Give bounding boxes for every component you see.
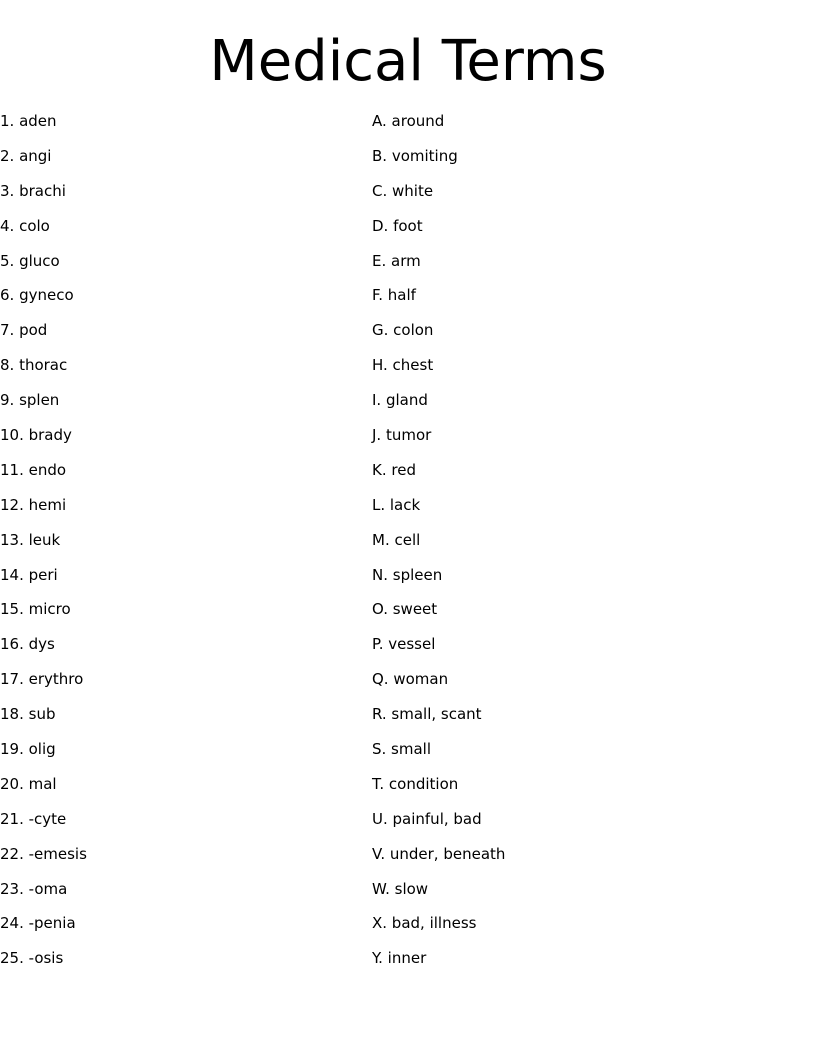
meaning-item: F. half <box>372 286 416 305</box>
meaning-item: D. foot <box>372 216 423 235</box>
term-item: 23. -oma <box>0 879 68 898</box>
meaning-item: W. slow <box>372 879 429 898</box>
term-item: 12. hemi <box>0 495 67 514</box>
term-item: 8. thorac <box>0 356 68 375</box>
meaning-item: X. bad, illness <box>372 914 477 933</box>
term-item: 17. erythro <box>0 670 84 689</box>
meaning-item: U. painful, bad <box>372 809 482 828</box>
meaning-item: I. gland <box>372 391 428 410</box>
meaning-item: B. vomiting <box>372 146 458 165</box>
term-item: 19. olig <box>0 740 56 759</box>
meaning-item: O. sweet <box>372 600 438 619</box>
page-title: Medical Terms <box>209 29 607 94</box>
term-item: 5. gluco <box>0 251 60 270</box>
meaning-item: H. chest <box>372 356 434 375</box>
term-item: 20. mal <box>0 774 57 793</box>
meaning-item: J. tumor <box>372 426 432 445</box>
meaning-item: G. colon <box>372 321 434 340</box>
meaning-item: V. under, beneath <box>372 844 506 863</box>
term-item: 18. sub <box>0 705 56 724</box>
meaning-item: E. arm <box>372 251 421 270</box>
term-item: 3. brachi <box>0 181 66 200</box>
meaning-item: A. around <box>372 112 445 130</box>
term-item: 15. micro <box>0 600 71 619</box>
term-item: 9. splen <box>0 391 60 410</box>
term-item: 7. pod <box>0 321 48 340</box>
term-item: 16. dys <box>0 635 55 654</box>
term-item: 22. -emesis <box>0 844 87 863</box>
meaning-item: R. small, scant <box>372 705 482 724</box>
meaning-item: T. condition <box>372 774 459 793</box>
term-item: 21. -cyte <box>0 809 67 828</box>
meanings-list <box>372 109 792 981</box>
meaning-item: Y. inner <box>372 949 427 968</box>
meaning-item: P. vessel <box>372 635 436 654</box>
meaning-item: Q. woman <box>372 670 449 689</box>
terms-list <box>0 109 340 981</box>
term-item: 24. -penia <box>0 914 76 933</box>
term-item: 1. aden <box>0 112 57 130</box>
meaning-item: C. white <box>372 181 434 200</box>
term-item: 11. endo <box>0 460 67 479</box>
term-item: 13. leuk <box>0 530 61 549</box>
meaning-item: M. cell <box>372 530 421 549</box>
term-item: 14. peri <box>0 565 58 584</box>
term-item: 2. angi <box>0 146 52 165</box>
meaning-item: S. small <box>372 740 432 759</box>
meaning-item: L. lack <box>372 495 421 514</box>
term-item: 6. gyneco <box>0 286 74 305</box>
term-item: 25. -osis <box>0 949 64 968</box>
term-item: 4. colo <box>0 216 50 235</box>
meaning-item: K. red <box>372 460 416 479</box>
term-item: 10. brady <box>0 426 72 445</box>
meaning-item: N. spleen <box>372 565 443 584</box>
